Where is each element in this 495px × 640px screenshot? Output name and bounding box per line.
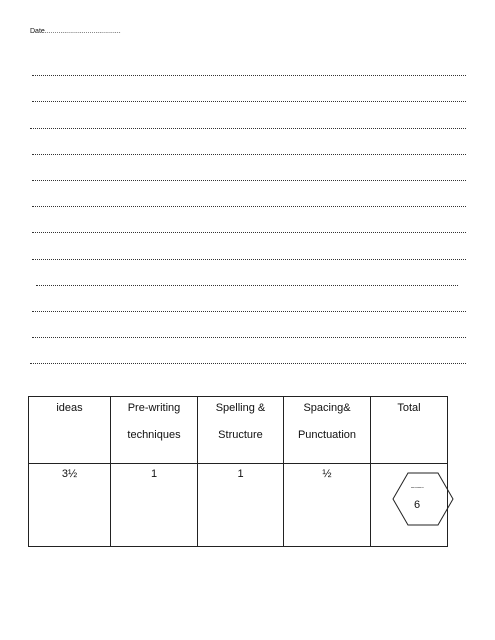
marking-rubric-table — [28, 396, 448, 547]
score-ideas — [29, 464, 111, 547]
writing-line[interactable] — [30, 247, 466, 273]
score-value: 1 — [237, 468, 244, 480]
total-score-blank[interactable]: ........... — [410, 484, 424, 490]
writing-line[interactable] — [30, 169, 466, 195]
date-label[interactable]: Date....................................... — [30, 28, 121, 35]
writing-lines-area[interactable] — [30, 64, 466, 378]
rubric-header-row — [29, 397, 448, 464]
header-label: Pre-writing — [127, 402, 181, 414]
writing-line[interactable] — [30, 195, 466, 221]
writing-line[interactable] — [30, 64, 466, 90]
writing-line[interactable] — [30, 90, 466, 116]
score-spacing-punctuation — [284, 464, 371, 547]
header-pre-writing — [111, 397, 198, 464]
header-label: Spacing& — [303, 402, 351, 414]
header-label: ideas — [56, 402, 83, 414]
header-label-line2: techniques — [127, 429, 181, 441]
writing-line[interactable] — [30, 352, 466, 378]
writing-line[interactable] — [30, 221, 466, 247]
header-spacing-punctuation — [284, 397, 371, 464]
header-ideas — [29, 397, 111, 464]
writing-line[interactable] — [30, 116, 466, 142]
writing-line[interactable] — [30, 326, 466, 352]
score-total — [371, 464, 448, 547]
header-label: Total — [397, 402, 421, 414]
header-total — [371, 397, 448, 464]
writing-line[interactable] — [30, 143, 466, 169]
writing-line[interactable] — [30, 300, 466, 326]
writing-line[interactable] — [30, 274, 466, 300]
header-label: Spelling & — [215, 402, 266, 414]
header-spelling-structure — [198, 397, 284, 464]
rubric-score-row — [29, 464, 448, 547]
score-value: 1 — [150, 468, 158, 480]
score-value: 3½ — [61, 468, 78, 480]
score-spelling-structure — [198, 464, 284, 547]
header-label-line2: Punctuation — [297, 429, 357, 441]
score-pre-writing — [111, 464, 198, 547]
header-label-line2: Structure — [218, 429, 263, 441]
total-out-of: 6 — [413, 499, 421, 511]
score-value: ½ — [322, 468, 332, 480]
